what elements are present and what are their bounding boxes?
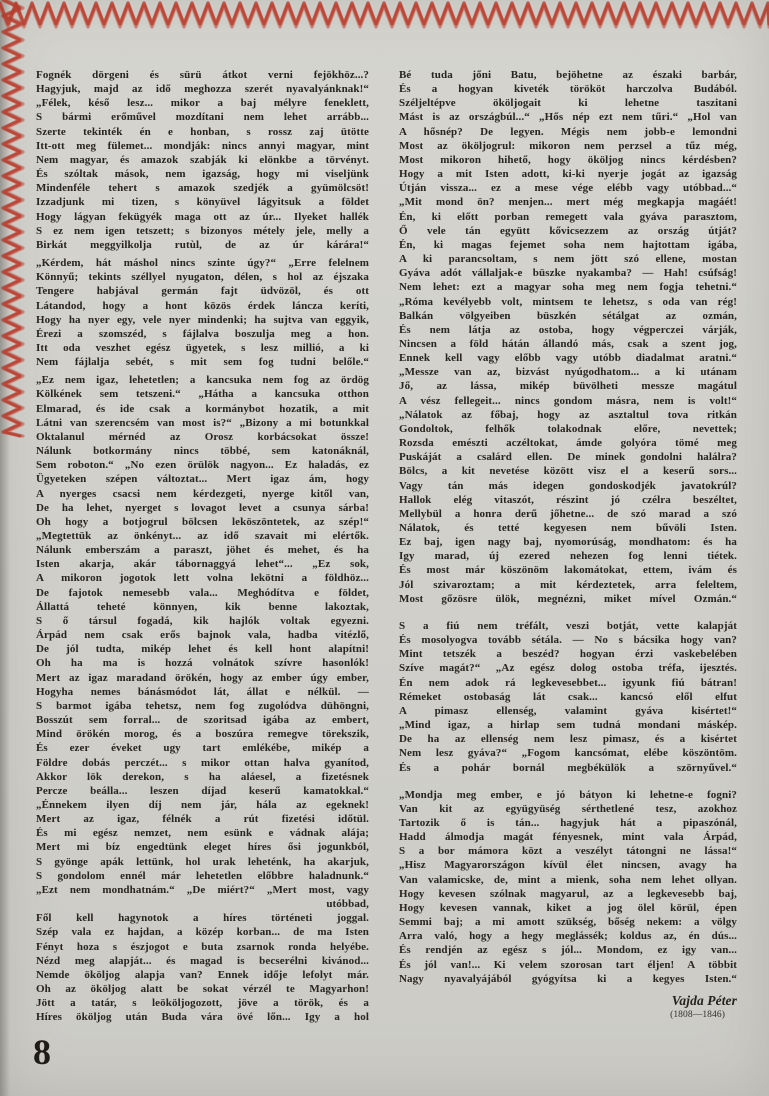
verse-line: És ezer éveket ugy tart emlékébe, mikép a bbox=[36, 742, 369, 755]
verse-line: „Ez nem igaz, lehetetlen; a kancsuka nem fog az ördög bbox=[36, 374, 369, 387]
verse-line: „Nálatok az főbaj, hogy az asztaltul tova ritkán bbox=[399, 408, 737, 421]
verse-line: A pimasz ellenség, valamint gyáva kisértet!“ bbox=[399, 704, 737, 717]
verse-line: Hallok elég vitaszót, részint jó czélra beszéltet, bbox=[399, 493, 737, 506]
verse-line: Percze beálla... leszen díjad keserű kamatokkal.“ bbox=[36, 784, 369, 797]
verse-line: Puskáját a csalárd ellen. De minek gondolni halálra? bbox=[399, 451, 737, 464]
verse-line: A ki parancsoltam, s nem jött szó ellene, mostan bbox=[399, 253, 737, 266]
verse-line: Hogy ha nyer egy, vele nyer mindenki; ha sujtva van eggyik, bbox=[36, 313, 369, 326]
verse-line: Fognék dörgeni és sürü átkot verni fejökhöz...? bbox=[36, 69, 369, 81]
verse-line: Mind örökén morog, és a boszúra remegve törekszik, bbox=[36, 728, 369, 741]
author-name: Vajda Péter bbox=[671, 992, 737, 1008]
verse-line: Oktalanul mérnéd az Orosz korbácsokat össze! bbox=[36, 430, 369, 443]
verse-line: Itt-ott meg fülemet... mondják: nincs annyi magyar, mint bbox=[36, 139, 369, 152]
verse-line: „Messze van az, bizvást nyúgodhatom... a ki utánam bbox=[399, 366, 737, 379]
verse-line: Nem fájlalja sebét, s mit sem fog tudni belőle.“ bbox=[36, 356, 369, 369]
verse-line: Látni van szerencsém van most is?“ „Bizony a mi botunkkal bbox=[36, 416, 369, 429]
verse-line: Izzadjunk mi tizen, s könyüvel lágyitsuk a földet bbox=[36, 196, 369, 209]
poem-column-left bbox=[36, 68, 369, 1024]
verse-line: Hadd álmodja magát fényesnek, mint vala Árpád, bbox=[399, 831, 737, 844]
verse-line: Földre dobás perczét... s mikor ottan halva gyanítod, bbox=[36, 756, 369, 769]
verse-line: Balkán völgyeiben büszkén sétálgat az ozmán, bbox=[399, 309, 737, 322]
verse-line: Tengere habjával germán fajt üdvözöl, és ott bbox=[36, 285, 369, 298]
verse-line: Gondoltok, felhők tolakodnak előre, nevettek; bbox=[399, 422, 737, 435]
verse-line: Mert az igaz maradand örökén, hogy az ember úgy ember, bbox=[36, 671, 369, 684]
verse-line: Akkor lök derekon, s ha aláesel, a fizetésnek bbox=[36, 770, 369, 783]
verse-line: Rémeket ostobaság lát csak... kancsó elől elfut bbox=[399, 690, 737, 703]
verse-line: És mi egész nemzet, nem esünk e vádnak alája; bbox=[36, 827, 369, 840]
verse-line: Szerte tekinték én e honban, s rossz zaj ütötte bbox=[36, 125, 369, 138]
verse-line: S a fiú nem tréfált, veszi botját, vette kalapját bbox=[399, 619, 737, 632]
verse-line: Arra való, hogy a hegy meglássék; koldus az, én dús... bbox=[399, 930, 737, 943]
verse-line: Jött a tatár, s leököljogozott, jöve a török, és a bbox=[36, 997, 369, 1010]
stanza bbox=[36, 256, 369, 369]
verse-line: És nem látja az ostoba, hogy végperczei várják, bbox=[399, 323, 737, 336]
verse-line: Nagy nyavalyájából gyógyítsa ki a kegyes Isten.“ bbox=[399, 972, 737, 985]
verse-line: Hagyjuk, majd az idő meghozza szerét nyavalyánknak!“ bbox=[36, 83, 369, 96]
verse-line: „Róma kevélyebb volt, mintsem te lehetsz, s oda van rég! bbox=[399, 295, 737, 308]
verse-line: Semmi baj; a mi amott szükség, bőség nekem: a völgy bbox=[399, 916, 737, 929]
verse-line: Nézd meg alapját... és magad is becserélni kivánod... bbox=[36, 954, 369, 967]
verse-line: „Megtettük az önkényt... az idő szavait mi elértők. bbox=[36, 530, 369, 542]
verse-line: Széljeltépve ököljogait ki lehetne taszitani bbox=[399, 97, 737, 110]
verse-line: Bosszút sem forral... de szoritsad igába az embert, bbox=[36, 714, 369, 727]
stanza bbox=[399, 68, 737, 606]
verse-line: S ő társul fogadá, kik hajlók voltak egyezni. bbox=[36, 614, 369, 627]
verse-line: De jól tudta, mikép lehet és kell hont alapítni! bbox=[36, 643, 369, 656]
verse-line: Sem roboton.“ „No ezen örülök nagyon... Ez haladás, ez bbox=[36, 459, 369, 472]
verse-line: Könnyű; tekints széllyel nyugaton, délen, s hol az éjszaka bbox=[36, 271, 369, 284]
verse-line: Nálatok, és tetté kegyesen nem bűvöli Isten. bbox=[399, 522, 737, 534]
verse-line: S gondolom ennél már lehetetlen előbbre haladnunk.“ bbox=[36, 869, 369, 882]
verse-line: Nem lesz gyáva?“ „Fogom kancsómat, elébe köszöntöm. bbox=[399, 747, 737, 760]
verse-line: „Ezt nem mondhatnám.“ „De miért?“ „Mert most, vagy bbox=[36, 883, 369, 896]
verse-line: Mellybül a honra derű jőhetne... de szó marad a szó bbox=[399, 507, 737, 520]
verse-line: Én, ki előtt porban remegett vala gyáva parasztom, bbox=[399, 210, 737, 223]
verse-line: Fől kell hagynotok a híres történeti joggal. bbox=[36, 912, 369, 925]
verse-line: Fényt hoza s észjogot e buta zsarnok ronda helyébe. bbox=[36, 940, 369, 953]
verse-line: A nyerges csacsi nem kérdezgeti, nyerge kitől van, bbox=[36, 487, 369, 500]
verse-line: Ez baj, igen nagy baj, nyomorúság, mondhatom: és ha bbox=[399, 536, 737, 549]
verse-line: Vagy tán más idegen gondoskodjék javatokrúl? bbox=[399, 479, 737, 492]
verse-line: És a pohár bornál megbékülök a szörnyűvel.“ bbox=[399, 761, 737, 774]
verse-line: Most gőzösre ülök, megnézni, miket mível Ozmán.“ bbox=[399, 592, 737, 605]
verse-line: Gyáva adót vállaljak-e büszke nyakamba? — Hah! csúfság! bbox=[399, 267, 737, 280]
verse-line: Én nem adok rá legkevesebbet... igyunk fiú bátran! bbox=[399, 676, 737, 689]
verse-line: Mert az igaz, félnék a rút fizetési időtül. bbox=[36, 813, 369, 826]
verse-line: Hogy lágyan fekügyék maga ott az úr... Ilyeket hallék bbox=[36, 210, 369, 223]
verse-line: Mindenféle tehert s amazok szedjék a gyümölcsöt! bbox=[36, 182, 369, 195]
verse-line: De ha az ellenség nem lesz pimasz, és a kisértet bbox=[399, 733, 737, 746]
verse-line: Ő vele tán együtt kővicsezzem az ország útját? bbox=[399, 224, 737, 237]
stanza bbox=[36, 68, 369, 252]
author-signature bbox=[399, 993, 737, 1022]
verse-line: „Mind igaz, a hirlap sem tudná mondani máskép. bbox=[399, 719, 737, 732]
verse-line: Van kit az együgyüség sérthetlené tesz, azokhoz bbox=[399, 802, 737, 815]
verse-line: S ez nem igen tetszett; s bizonyos métely jele, melly a bbox=[36, 224, 369, 237]
verse-line: Oh az ököljog alatt be sokat vérzél te Magyarhon! bbox=[36, 983, 369, 995]
verse-line: Rozsda emészti aczéltokat, ámde golyóra tömé meg bbox=[399, 437, 737, 450]
verse-line: Most mikoron hihető, hogy ököljog nincs kérdésben? bbox=[399, 153, 737, 166]
verse-line: Tartozik ő is tán... hagyjuk hát a pipaszónál, bbox=[399, 816, 737, 829]
verse-line: Állattá teheté könnyen, kik benne lakoztak, bbox=[36, 600, 369, 613]
verse-line: S bármi erőművel mozdítani nem lehet arrább... bbox=[36, 111, 369, 124]
verse-line: „Félek, késő lesz... mikor a baj mélyre feneklett, bbox=[36, 97, 369, 110]
verse-line: S a bor mámora közt a veszélyt tátongni ne lássa!“ bbox=[399, 845, 737, 858]
verse-line: „Kérdem, hát máshol nincs szinte úgy?“ „Erre felelnem bbox=[36, 257, 369, 270]
verse-line: Isten akarja, akár tábornaggyá lehet“... „Ez sok, bbox=[36, 558, 369, 571]
poem-column-right bbox=[399, 68, 737, 1022]
verse-line: Elmarad, és ide csak a kormánybot hozatik, a mit bbox=[36, 402, 369, 415]
verse-line: utóbbad, bbox=[326, 898, 369, 911]
verse-line: „Énnekem ilyen díj nem jár, hála az egeknek! bbox=[36, 798, 369, 811]
verse-line: És a hogyan kiveték törököt harczolva Budából. bbox=[399, 83, 737, 96]
verse-line: Nem magyar, és amazok szabják ki elönkbe a törvényt. bbox=[36, 153, 369, 166]
verse-line: Oh ha ma is hozzá volnátok szívre hasonlók! bbox=[36, 657, 369, 670]
verse-line: Híres ököljog után Buda vára övé lőn... Igy a hol bbox=[36, 1011, 369, 1024]
author-years: (1808—1846) bbox=[670, 1009, 725, 1020]
verse-line: S gyönge apák lettünk, hol urak leheténk, ha akarjuk, bbox=[36, 855, 369, 868]
verse-line: És szóltak mások, nem igazság, hogy mi viseljünk bbox=[36, 168, 369, 181]
verse-line: Bé tuda jőni Batu, bejöhetne az északi barbár, bbox=[399, 69, 737, 81]
verse-line: Mint tetszék a beszéd? hogyan érzi vaskebelében bbox=[399, 648, 737, 661]
verse-line: Nálunk emberszám a paraszt, jöhet és mehet, és ha bbox=[36, 544, 369, 557]
verse-line: A hősnép? De legyen. Mégis nem jobb-e lemondni bbox=[399, 125, 737, 138]
verse-line: Nem lehet: ezt a magyar soha meg nem fogja tehetni.“ bbox=[399, 281, 737, 294]
verse-line: A vész fellegeit... nincs gondom másra, nem is volt!“ bbox=[399, 394, 737, 407]
verse-line: „Mondja meg ember, e jó bátyon ki lehetne-e fogni? bbox=[399, 788, 737, 801]
verse-line: Bölcs, a kit nevetése között visz el a keserű sors... bbox=[399, 465, 737, 478]
verse-line: Ügyeteken szépen változtat... Mert igaz ám, hogy bbox=[36, 473, 369, 486]
verse-line: Jól szivaroztam; a mit kérdeztetek, arra feleltem, bbox=[399, 578, 737, 591]
verse-line: De ha lehet, nyerget s lovagot levet a csunya sárba! bbox=[36, 501, 369, 514]
verse-line: Van valamicske, de, mint a mienk, soha nem lehet ollyan. bbox=[399, 873, 737, 886]
verse-line: Érezi a szomszéd, s fájlalva boszulja meg a hon. bbox=[36, 327, 369, 340]
verse-line: És jól van!... Ki velem szorosan tart éljen! A többit bbox=[399, 958, 737, 971]
verse-line: Most az ököljogrul: mikoron nem perzsel a tűz még, bbox=[399, 139, 737, 152]
verse-line: Birkát meggyilkolja rutùl, de az úr kárára!“ bbox=[36, 238, 369, 251]
verse-line: Mert mi bíz engedtünk eleget híres ősi jogunkból, bbox=[36, 841, 369, 854]
verse-line: „Mit mond ön? menjen... mert még megkapja magáét! bbox=[399, 196, 737, 209]
verse-line: Hogy kevesen vannak, kiket a jog ölel körül, épen bbox=[399, 901, 737, 914]
verse-line: Nemde ököljog alapja van? Ennek idője lefolyt már. bbox=[36, 968, 369, 981]
verse-line: Hogy a mit Isten adott, ki-ki nyerje jogát az igazság bbox=[399, 168, 737, 181]
red-zigzag-top-border bbox=[0, 0, 769, 32]
verse-line: De fajotok nemesebb vala... Meghódítva e földet, bbox=[36, 586, 369, 599]
stanza bbox=[36, 373, 369, 1024]
verse-line: S barmot igába tehetsz, nem fog zugolódva dühöngni, bbox=[36, 699, 369, 712]
verse-line: Árpád nem csak erős bajnok vala, hadba vitézlő, bbox=[36, 629, 369, 642]
stanza bbox=[399, 788, 737, 986]
verse-line: Hogy kevesen szólnak magyarul, az a legkevesebb baj, bbox=[399, 887, 737, 900]
verse-line: Jő, az lássa, mikép büvölheti messze magátul bbox=[399, 380, 737, 393]
verse-line: És most már köszönöm lakomátokat, ettem, ivám és bbox=[399, 564, 737, 577]
verse-line: Hogyha nemes bánásmódot lát, állat e nélkül. — bbox=[36, 685, 369, 698]
verse-line: És rendjén az egész s jól... Mondom, ez igy van... bbox=[399, 944, 737, 957]
verse-line: Szép vala ez hajdan, a közép korban... de ma Isten bbox=[36, 926, 369, 939]
verse-line: Igy marad, új ezered nehezen fog lenni tiétek. bbox=[399, 550, 737, 563]
verse-line: Látandod, hogy a hont közös érdek láncza keríti, bbox=[36, 299, 369, 312]
verse-line: És mosolyogva tovább sétála. — No s bácsika hogy van? bbox=[399, 634, 737, 647]
verse-line: Útján vissza... ez a mese vége elébb vagy utóbbad...“ bbox=[399, 182, 737, 195]
verse-line: Ennek kell vagy előbb vagy utóbb diadalmat aratni.“ bbox=[399, 352, 737, 365]
page-gutter-shadow bbox=[0, 0, 10, 1096]
verse-line: Oh hogy a botjogrul bölcsen leköszöntetek, az szép!“ bbox=[36, 515, 369, 528]
verse-line: Nálunk botkormány nincs többé, sem katonáknál, bbox=[36, 445, 369, 458]
verse-line: Én, ki magas fejemet soha nem hajtottam igába, bbox=[399, 238, 737, 251]
verse-line: A mikoron jogotok lett volna lekötni a földhöz... bbox=[36, 572, 369, 585]
red-zigzag-left-border bbox=[0, 0, 28, 440]
stanza bbox=[399, 619, 737, 775]
verse-line: „Hisz Magyarországon kívül élet nincsen, avagy ha bbox=[399, 859, 737, 872]
verse-line: Nincsen a föld hátán állandó más, csak a szent jog, bbox=[399, 337, 737, 350]
page-number: 8 bbox=[33, 1032, 51, 1072]
verse-line: Mást is az országbúl...“ „Hős nép ezt nem tűri.“ „Hol van bbox=[399, 111, 737, 124]
verse-line: Szíve magát?“ „Az egész dolog ostoba tréfa, ijesztés. bbox=[399, 662, 737, 675]
verse-line: Kölkének sem tetszeni.“ „Hátha a kancsuka otthon bbox=[36, 388, 369, 401]
verse-line: Itt oda veszhet egész ügyetek, s lesz millió, a ki bbox=[36, 341, 369, 354]
